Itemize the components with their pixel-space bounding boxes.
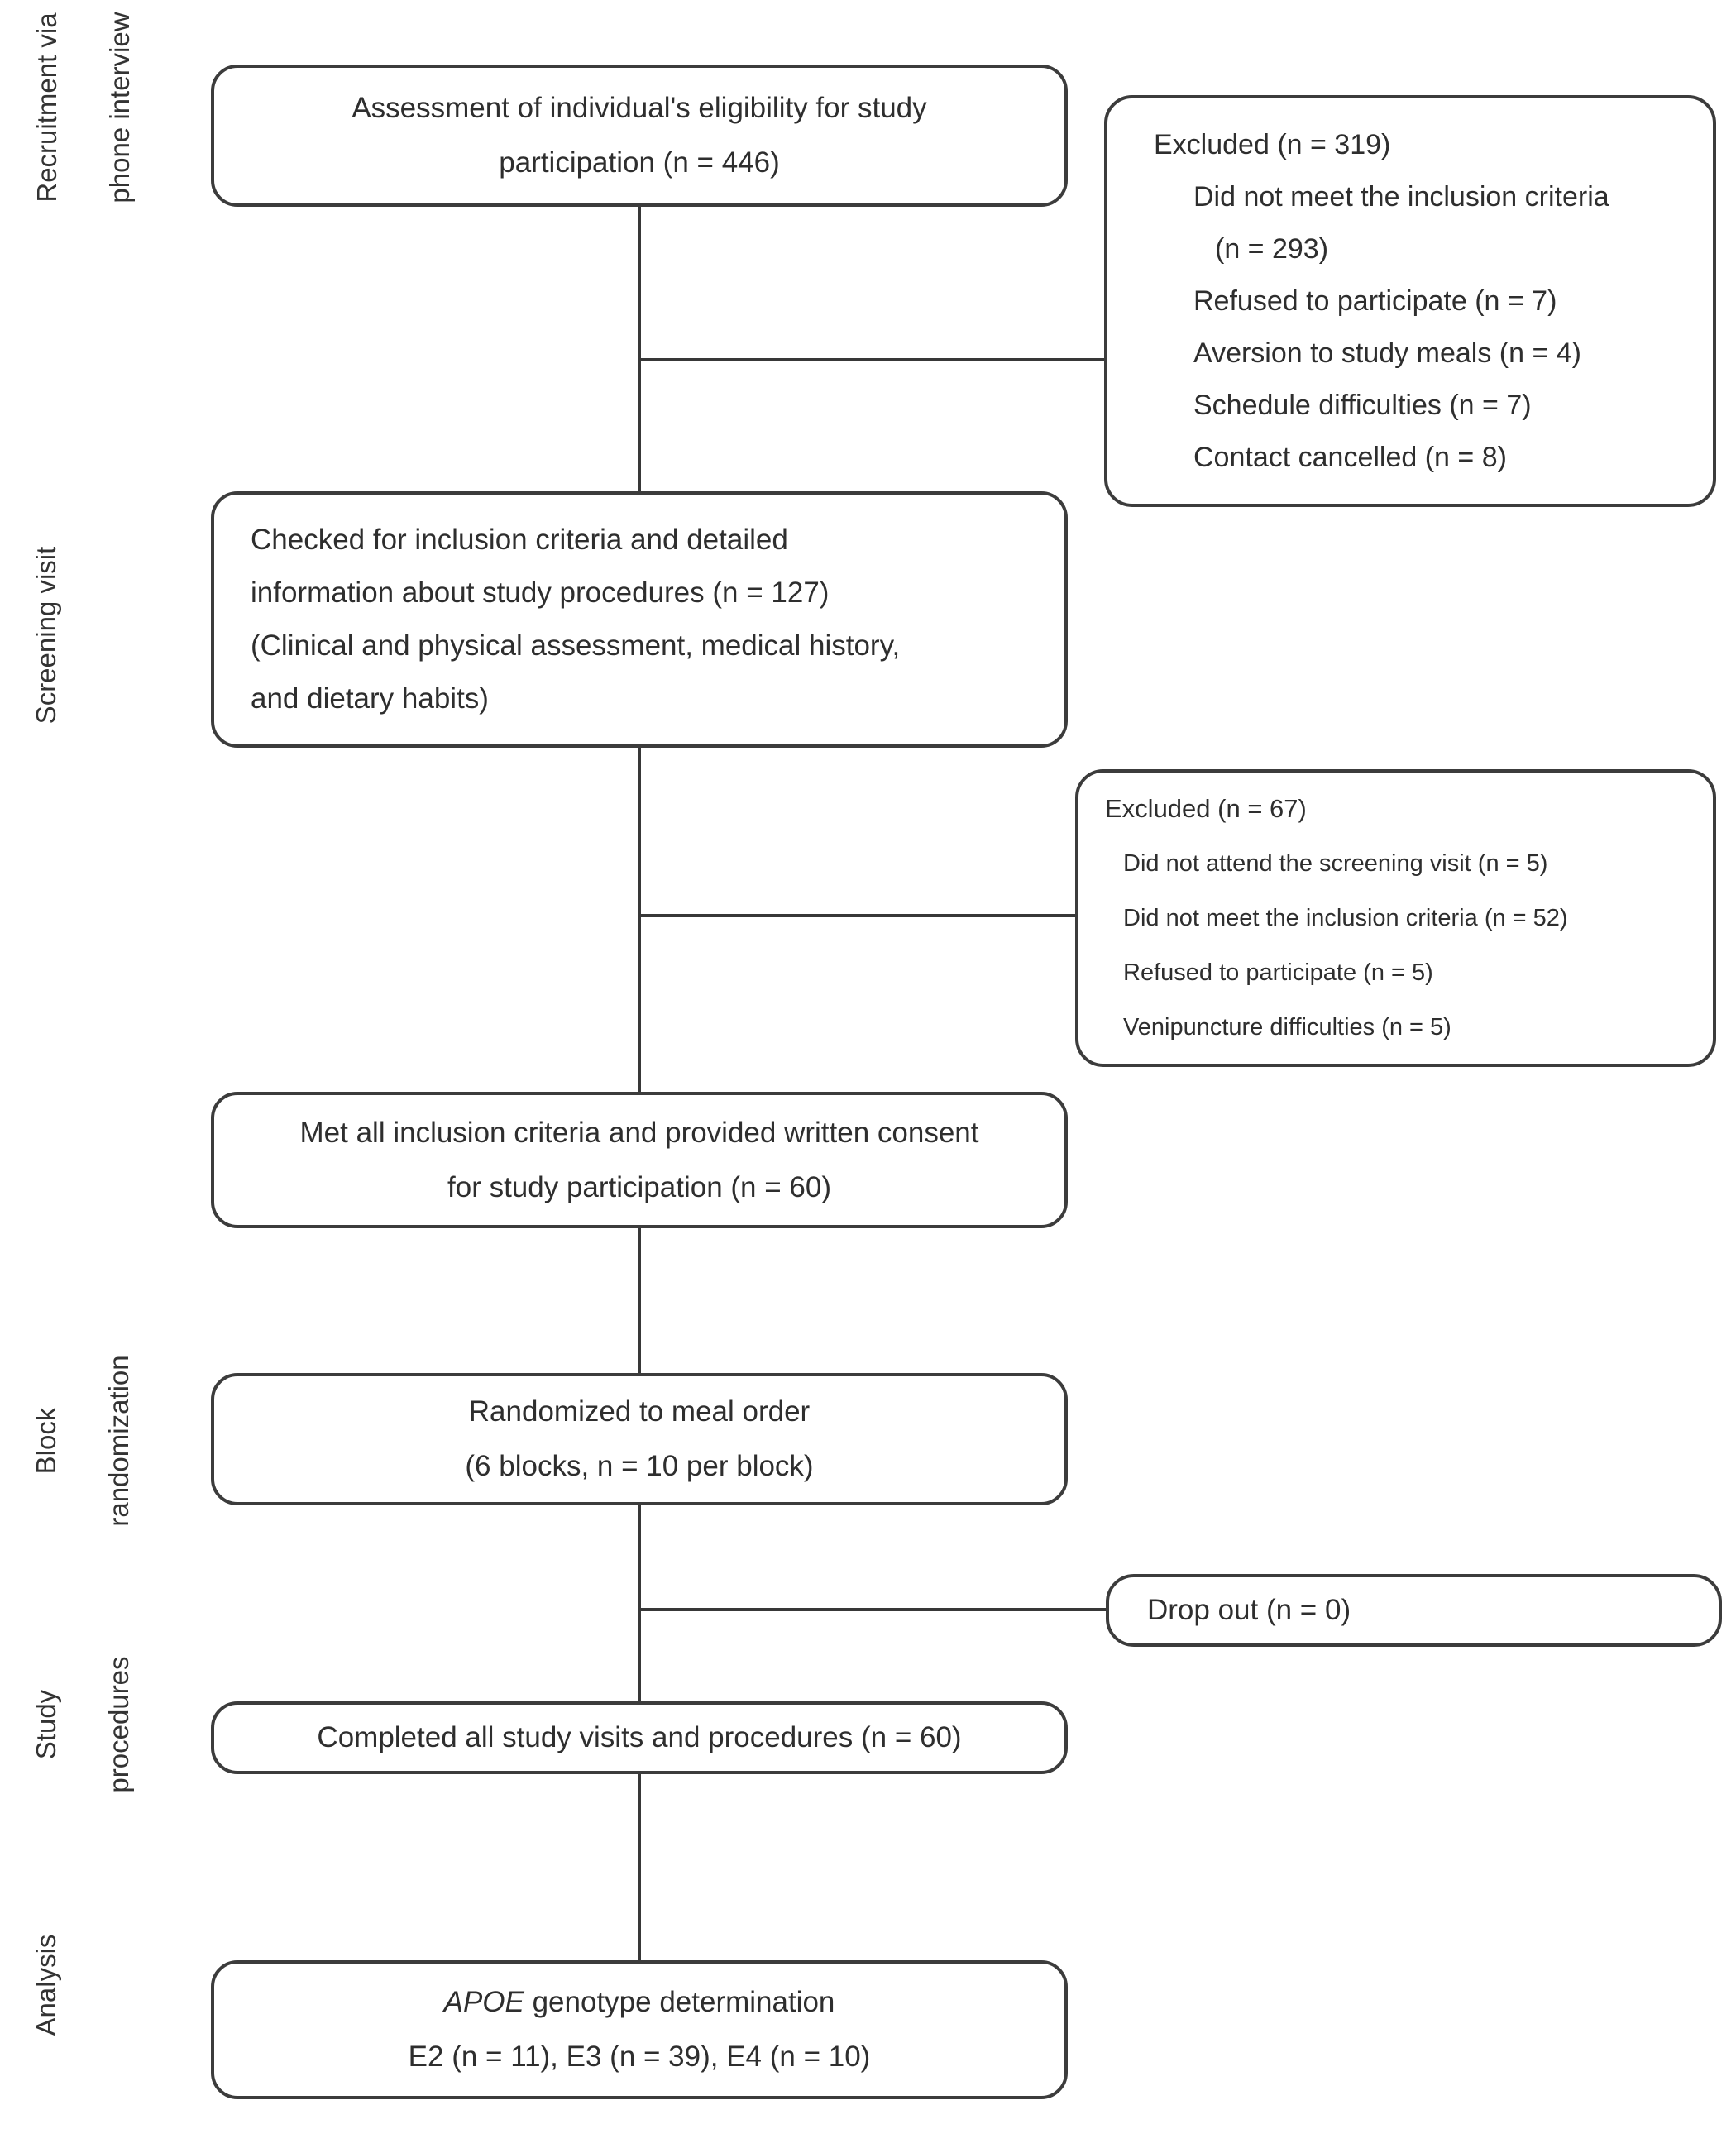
flow-box-text-line: participation (n = 446) — [499, 146, 780, 179]
stage-label-line: Screening visit — [31, 546, 61, 725]
excluded-reason: Schedule difficulties (n = 7) — [1193, 389, 1532, 421]
excluded-reason: Contact cancelled (n = 8) — [1193, 441, 1507, 473]
flow-box-completed — [211, 1701, 1068, 1774]
excluded-reason: Venipuncture difficulties (n = 5) — [1123, 1014, 1451, 1041]
excluded-reason: Did not meet the inclusion criteria (n = 52) — [1123, 905, 1568, 931]
flow-box-text-line: information about study procedures (n = 127) — [251, 577, 830, 609]
connector-branch-excluded-1 — [639, 358, 1106, 361]
flow-box-text-line: Assessment of individual's eligibility for study — [352, 92, 927, 124]
connector-vertical-1 — [638, 205, 641, 495]
connector-vertical-4 — [638, 1504, 641, 1704]
side-box-drop-out — [1106, 1574, 1722, 1647]
stage-label-line: Block — [31, 1407, 61, 1475]
stage-label-block-randomization — [10, 1275, 155, 1606]
stage-label-screening-visit — [10, 470, 83, 801]
stage-label-recruitment — [11, 0, 156, 273]
flow-box-text-line: for study participation (n = 60) — [447, 1170, 831, 1203]
stage-label-line: phone interview — [104, 12, 135, 203]
flow-box-text-line: (6 blocks, n = 10 per block) — [465, 1450, 814, 1482]
connector-branch-drop-out — [639, 1608, 1107, 1611]
drop-out-label: Drop out (n = 0) — [1147, 1594, 1351, 1626]
flow-box-text-line: Randomized to meal order — [468, 1395, 811, 1428]
connector-vertical-3 — [638, 1227, 641, 1375]
connector-vertical-5 — [638, 1773, 641, 1963]
flow-box-randomization — [211, 1373, 1068, 1505]
flow-box-consent — [211, 1092, 1068, 1228]
stage-label-analysis — [10, 1820, 83, 2129]
stage-label-line: Recruitment via — [31, 12, 62, 203]
flow-box-text-line: Met all inclusion criteria and provided written consent — [299, 1116, 979, 1149]
excluded-reason: Refused to participate (n = 5) — [1123, 959, 1433, 986]
excluded-reason: Refused to participate (n = 7) — [1193, 285, 1557, 317]
flow-box-text-line: and dietary habits) — [251, 682, 489, 715]
flow-box-screening-check — [211, 491, 1068, 748]
flow-box-text-line: Checked for inclusion criteria and detailed — [251, 524, 788, 556]
excluded-reason: Aversion to study meals (n = 4) — [1193, 337, 1581, 369]
flow-box-text-line: E2 (n = 11), E3 (n = 39), E4 (n = 10) — [408, 2040, 871, 2073]
flow-box-eligibility-assessment — [211, 65, 1068, 207]
excluded-title: Excluded (n = 319) — [1154, 128, 1391, 160]
excluded-reason: Did not attend the screening visit (n = 5) — [1123, 850, 1548, 877]
connector-branch-excluded-2 — [639, 914, 1077, 917]
flow-box-text-line: Completed all study visits and procedures (n = 60) — [317, 1721, 962, 1753]
excluded-reason: Did not meet the inclusion criteria — [1193, 180, 1609, 213]
connector-vertical-2 — [638, 746, 641, 1093]
flow-box-text-line: (Clinical and physical assessment, medical history, — [251, 629, 901, 662]
stage-label-line: procedures — [103, 1656, 134, 1793]
excluded-reason-continuation: (n = 293) — [1215, 232, 1329, 265]
gene-name-italic: APOE — [443, 1986, 524, 2018]
flow-box-text-segment: genotype determination — [524, 1986, 835, 2018]
side-box-excluded-phone — [1104, 95, 1716, 507]
stage-label-line: Analysis — [31, 1934, 61, 2036]
side-box-excluded-screening — [1075, 769, 1716, 1067]
flow-box-text-line — [214, 1975, 1064, 2030]
flow-box-apoe-genotype — [211, 1960, 1068, 2099]
excluded-title: Excluded (n = 67) — [1105, 794, 1307, 823]
stage-label-line: randomization — [103, 1355, 134, 1527]
stage-label-line: Study — [31, 1689, 61, 1760]
